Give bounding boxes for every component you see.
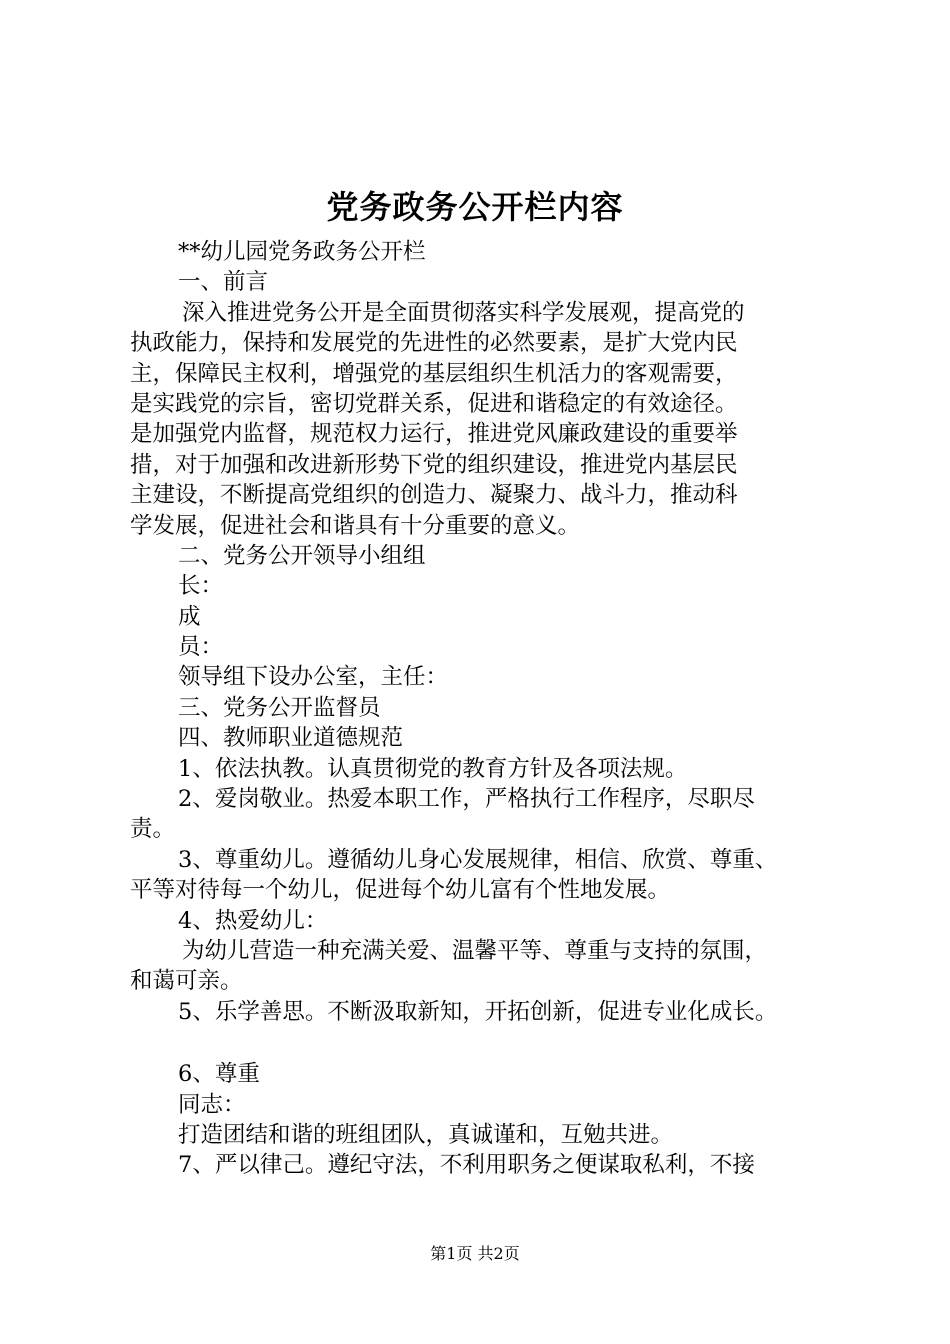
- text-line: 责。: [130, 816, 176, 843]
- text-line: 是加强党内监督，规范权力运行，推进党风廉政建设的重要举: [130, 421, 738, 448]
- text-line: 平等对待每一个幼儿，促进每个幼儿富有个性地发展。: [130, 877, 671, 904]
- section-heading: 一、前言: [178, 269, 269, 296]
- text-line: 和蔼可亲。: [130, 968, 243, 995]
- list-item: 6、尊重: [178, 1061, 260, 1088]
- text-line: 同志：: [178, 1091, 246, 1118]
- text-line: 是实践党的宗旨，密切党群关系，促进和谐稳定的有效途径。: [130, 390, 738, 417]
- text-line: 成: [178, 603, 201, 630]
- list-item: 2、爱岗敬业。热爱本职工作，严格执行工作程序，尽职尽: [178, 786, 755, 813]
- section-heading: 二、党务公开领导小组组: [178, 542, 426, 569]
- list-item: 5、乐学善思。不断汲取新知，开拓创新，促进专业化成长。: [178, 998, 778, 1025]
- document-body: [130, 237, 850, 1181]
- text-line: 措，对于加强和改进新形势下党的组织建设，推进党内基层民: [130, 451, 738, 478]
- page-number: 第1页 共2页: [430, 1244, 520, 1263]
- text-line: **幼儿园党务政务公开栏: [178, 239, 426, 265]
- list-item: 1、依法执教。认真贯彻党的教育方针及各项法规。: [178, 755, 688, 782]
- text-line: 主，保障民主权利，增强党的基层组织生机活力的客观需要，: [130, 360, 738, 387]
- document-title: 党务政务公开栏内容: [326, 188, 624, 226]
- text-line: 执政能力，保持和发展党的先进性的必然要素，是扩大党内民: [130, 330, 738, 357]
- section-heading: 三、党务公开监督员: [178, 694, 381, 721]
- section-heading: 四、教师职业道德规范: [178, 725, 404, 752]
- text-line: 领导组下设办公室，主任：: [178, 664, 449, 691]
- text-line: 打造团结和谐的班组团队，真诚谨和，互勉共进。: [178, 1121, 674, 1148]
- list-item: 7、严以律己。遵纪守法，不利用职务之便谋取私利，不接: [178, 1152, 755, 1179]
- blank-line: [130, 1027, 850, 1059]
- text-line: 员：: [178, 634, 224, 661]
- text-line: 主建设，不断提高党组织的创造力、凝聚力、战斗力，推动科: [130, 482, 738, 509]
- text-line: 长：: [178, 573, 224, 600]
- list-item: 3、尊重幼儿。遵循幼儿身心发展规律，相信、欣赏、尊重、: [178, 846, 778, 873]
- text-line: 为幼儿营造一种充满关爱、温馨平等、尊重与支持的氛围，: [182, 937, 768, 964]
- list-item: 4、热爱幼儿：: [178, 907, 328, 934]
- text-line: 学发展，促进社会和谐具有十分重要的意义。: [130, 512, 581, 539]
- text-line: 深入推进党务公开是全面贯彻落实科学发展观，提高党的: [182, 299, 745, 326]
